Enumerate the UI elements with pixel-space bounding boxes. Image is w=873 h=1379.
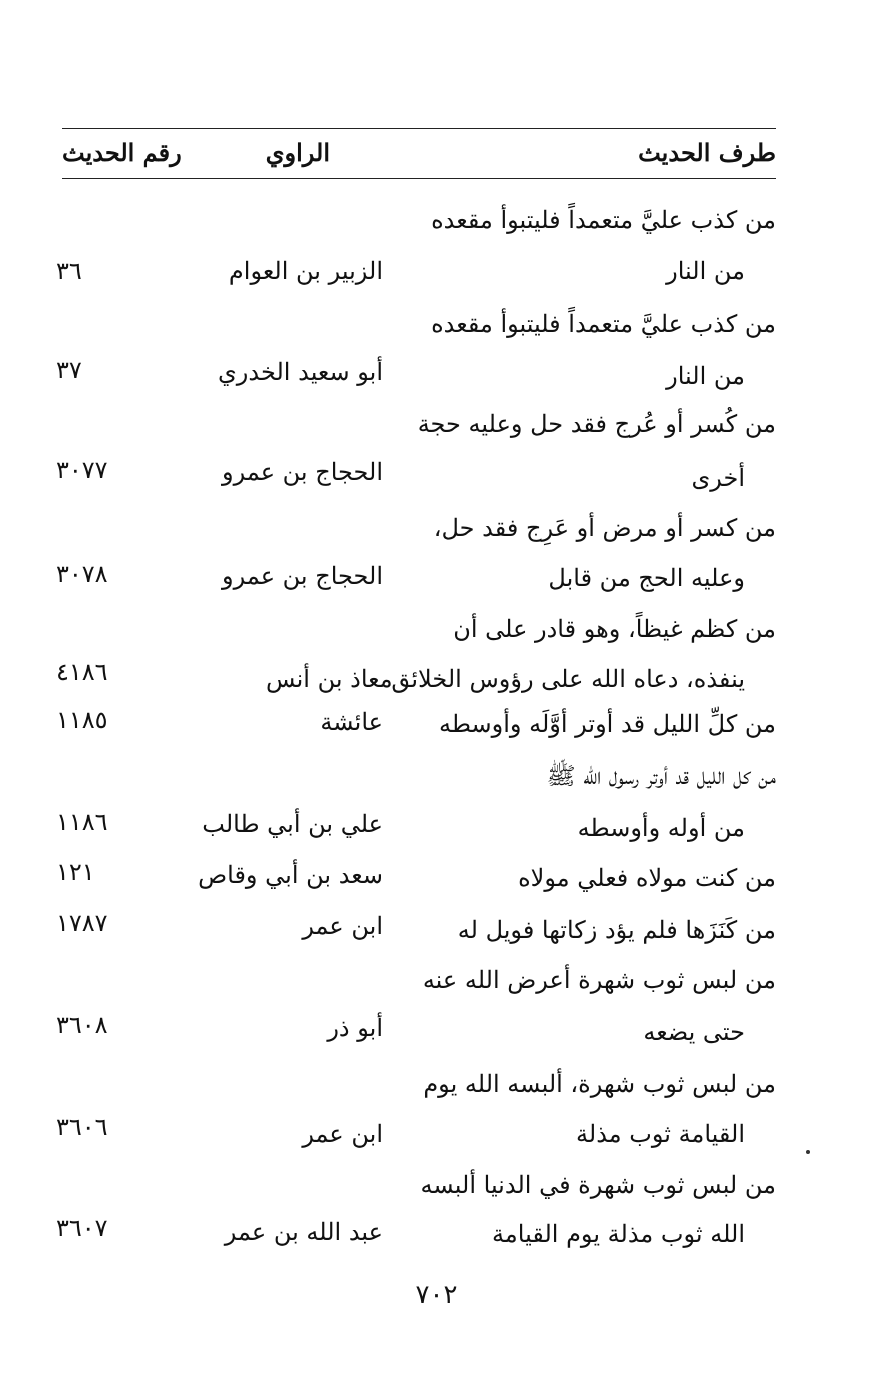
hadith-number: ٤١٨٦ xyxy=(56,658,108,686)
hadith-line: من لبس ثوب شهرة، ألبسه الله يوم xyxy=(423,1070,776,1098)
page-number: ٧٠٢ xyxy=(415,1280,458,1310)
narrator: سعد بن أبي وقاص xyxy=(198,861,383,889)
hadith-number: ١١٨٥ xyxy=(56,706,108,734)
hadith-number: ٣٠٧٨ xyxy=(56,560,108,588)
narrator: ابن عمر xyxy=(302,1120,383,1148)
scan-speck xyxy=(806,1150,810,1154)
hadith-number: ٣٠٧٧ xyxy=(56,456,108,484)
hadith-number: ٣٦ xyxy=(56,257,82,285)
narrator: عائشة xyxy=(320,708,383,736)
hadith-number: ٣٧ xyxy=(56,356,82,384)
narrator: أبو سعيد الخدري xyxy=(218,358,383,386)
column-header-narrator: الراوي xyxy=(265,138,330,167)
hadith-line: من كَنَزَها فلم يؤد زكاتها فويل له xyxy=(457,916,776,944)
narrator: الزبير بن العوام xyxy=(228,257,383,285)
hadith-line: الله ثوب مذلة يوم القيامة xyxy=(492,1220,745,1248)
hadith-number: ١٢١ xyxy=(56,858,95,886)
column-header-hadith: طرف الحديث xyxy=(638,138,776,167)
narrator: ابن عمر xyxy=(302,912,383,940)
hadith-line: وعليه الحج من قابل xyxy=(548,564,745,592)
hadith-line: من كل الليل قد أوتر رسول الله ﷺ xyxy=(546,762,776,790)
header-bottom-rule xyxy=(62,178,776,179)
narrator: علي بن أبي طالب xyxy=(202,810,383,838)
hadith-number: ٣٦٠٧ xyxy=(56,1214,108,1242)
hadith-line: حتى يضعه xyxy=(643,1018,745,1046)
hadith-line: من كنت مولاه فعلي مولاه xyxy=(518,864,776,892)
hadith-line: القيامة ثوب مذلة xyxy=(576,1120,745,1148)
hadith-line: من النار xyxy=(666,257,745,285)
narrator: الحجاج بن عمرو xyxy=(221,562,383,590)
header-top-rule xyxy=(62,128,776,129)
hadith-number: ١١٨٦ xyxy=(56,808,108,836)
narrator: عبد الله بن عمر xyxy=(224,1218,383,1246)
hadith-line: من لبس ثوب شهرة في الدنيا ألبسه xyxy=(420,1171,776,1199)
hadith-line: من كذب عليَّ متعمداً فليتبوأ مقعده xyxy=(431,310,776,338)
hadith-number: ٣٦٠٨ xyxy=(56,1011,108,1039)
hadith-line: من لبس ثوب شهرة أعرض الله عنه xyxy=(422,966,776,994)
hadith-line: أخرى xyxy=(691,464,745,492)
hadith-line: من كذب عليَّ متعمداً فليتبوأ مقعده xyxy=(431,206,776,234)
hadith-line: من كلِّ الليل قد أوتر أوَّلَه وأوسطه xyxy=(438,710,776,738)
hadith-line: من كسر أو مرض أو عَرِج فقد حل، xyxy=(433,514,776,542)
hadith-number: ٣٦٠٦ xyxy=(56,1113,108,1141)
hadith-line: من أوله وأوسطه xyxy=(577,814,745,842)
narrator: معاذ بن أنس xyxy=(266,665,393,693)
narrator: الحجاج بن عمرو xyxy=(221,458,383,486)
hadith-line: من كظم غيظاً، وهو قادر على أن xyxy=(453,615,776,643)
hadith-line: من النار xyxy=(666,362,745,390)
narrator: أبو ذر xyxy=(327,1014,383,1042)
hadith-line: من كُسر أو عُرج فقد حل وعليه حجة xyxy=(417,410,776,438)
hadith-number: ١٧٨٧ xyxy=(56,909,108,937)
column-header-number: رقم الحديث xyxy=(62,138,182,167)
hadith-line: ينفذه، دعاه الله على رؤوس الخلائق xyxy=(391,665,745,693)
